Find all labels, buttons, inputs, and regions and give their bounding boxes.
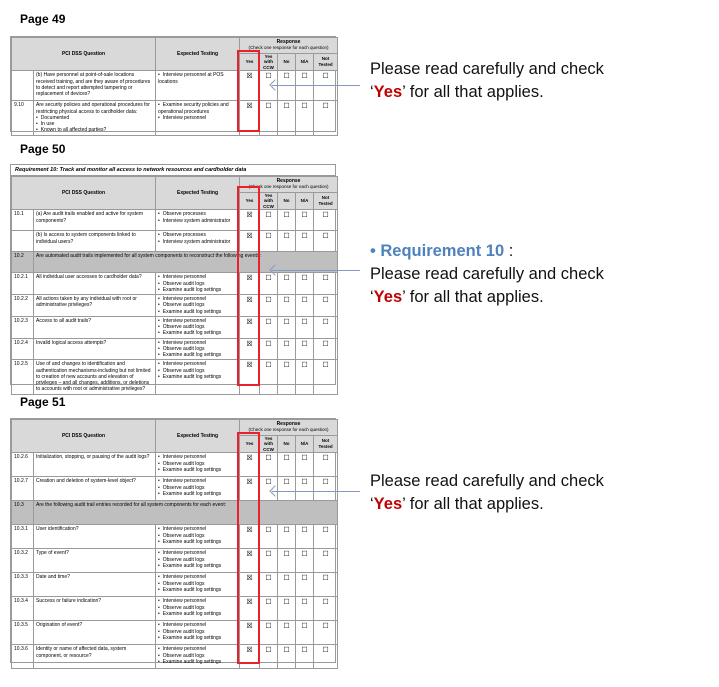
page-51-pointer-arrow bbox=[272, 491, 360, 492]
page-49-note bbox=[370, 58, 604, 104]
yes-keyword: Yes bbox=[373, 288, 403, 306]
note-line-2: ‘Yes’ for all that applies. bbox=[370, 288, 544, 306]
page-49-document bbox=[10, 36, 336, 132]
yes-checkbox[interactable]: ☒ bbox=[240, 453, 260, 477]
question-header: PCI DSS Question bbox=[12, 38, 156, 71]
not-tested-column-header: Not Tested bbox=[314, 435, 338, 453]
question-text: Creation and deletion of system-level object? bbox=[34, 477, 156, 501]
na-column-header: N/A bbox=[296, 53, 314, 71]
table-row bbox=[12, 477, 338, 501]
response-checkbox[interactable]: ☐ bbox=[296, 525, 314, 549]
page-51-note bbox=[370, 470, 604, 516]
response-checkbox[interactable]: ☐ bbox=[278, 101, 296, 135]
response-checkbox[interactable]: ☐ bbox=[260, 453, 278, 477]
response-checkbox[interactable]: ☐ bbox=[296, 477, 314, 501]
expected-testing: • Interview personnel at POS locations bbox=[156, 71, 240, 101]
table-row bbox=[12, 645, 338, 669]
response-checkbox[interactable]: ☐ bbox=[296, 71, 314, 101]
page-50-label: Page 50 bbox=[20, 142, 66, 156]
response-checkbox[interactable]: ☐ bbox=[260, 71, 278, 101]
response-checkbox[interactable]: ☐ bbox=[260, 597, 278, 621]
response-checkbox[interactable]: ☐ bbox=[278, 453, 296, 477]
table-row bbox=[12, 621, 338, 645]
question-header: PCI DSS Question bbox=[12, 420, 156, 453]
response-checkbox[interactable]: ☐ bbox=[314, 273, 338, 295]
table-row bbox=[12, 273, 338, 295]
page-51-label: Page 51 bbox=[20, 395, 66, 409]
response-checkbox[interactable]: ☐ bbox=[296, 549, 314, 573]
question-text: (b) Have personnel at point-of-sale locations received training, and are they aware of procedures to detect and report attempted tampering or replacement of devices? bbox=[34, 71, 156, 101]
response-checkbox[interactable]: ☐ bbox=[314, 210, 338, 231]
yes-checkbox[interactable]: ☒ bbox=[240, 101, 260, 135]
response-checkbox[interactable]: ☐ bbox=[314, 453, 338, 477]
question-text: User identification? bbox=[34, 525, 156, 549]
yes-checkbox[interactable]: ☒ bbox=[240, 621, 260, 645]
response-checkbox[interactable]: ☐ bbox=[278, 645, 296, 669]
question-text: Use of and changes to identification and authentication mechanisms-including but not limited to creation of new accounts and elevation of privileges – and all changes, additions, or deletions to accounts with root or administrative privileges? bbox=[34, 360, 156, 394]
question-text: Access to all audit trails? bbox=[34, 316, 156, 338]
question-text: All actions taken by any individual with root or administrative privileges? bbox=[34, 295, 156, 317]
yes-column-header: Yes bbox=[240, 192, 260, 210]
response-checkbox[interactable]: ☐ bbox=[260, 573, 278, 597]
response-header: Response (Check one response for each question) bbox=[240, 177, 338, 193]
requirement-10-label: Requirement 10 bbox=[380, 242, 505, 260]
expected-testing: • Observe processes • Interview system administrator bbox=[156, 210, 240, 231]
yes-column-header: Yes bbox=[240, 53, 260, 71]
response-checkbox[interactable]: ☐ bbox=[260, 295, 278, 317]
response-checkbox[interactable]: ☐ bbox=[314, 295, 338, 317]
question-text: (b) Is access to system components linked to individual users? bbox=[34, 231, 156, 252]
note-line-1: Please read carefully and check bbox=[370, 60, 604, 78]
requirement-number: 10.2 bbox=[12, 252, 34, 273]
expected-testing: • Interview personnel • Observe audit logs • Examine audit log settings bbox=[156, 295, 240, 317]
expected-testing: • Interview personnel • Observe audit logs • Examine audit log settings bbox=[156, 645, 240, 669]
response-checkbox[interactable]: ☐ bbox=[278, 210, 296, 231]
response-checkbox[interactable]: ☐ bbox=[278, 360, 296, 394]
response-checkbox[interactable]: ☐ bbox=[314, 597, 338, 621]
response-checkbox[interactable]: ☐ bbox=[296, 645, 314, 669]
requirement-number: 10.3.6 bbox=[12, 645, 34, 669]
note-line-1: Please read carefully and check bbox=[370, 265, 604, 283]
requirement-number: 10.2.5 bbox=[12, 360, 34, 394]
yes-checkbox[interactable]: ☒ bbox=[240, 71, 260, 101]
expected-testing: • Interview personnel • Observe audit logs • Examine audit log settings bbox=[156, 360, 240, 394]
requirement-number: 10.3.2 bbox=[12, 549, 34, 573]
yes-keyword: Yes bbox=[373, 495, 403, 513]
yes-checkbox[interactable]: ☒ bbox=[240, 338, 260, 360]
expected-testing: • Interview personnel • Observe audit logs • Examine audit log settings bbox=[156, 477, 240, 501]
not-tested-column-header: Not Tested bbox=[314, 192, 338, 210]
yes-column-header: Yes bbox=[240, 435, 260, 453]
table-row-section bbox=[12, 501, 338, 525]
yes-keyword: Yes bbox=[373, 83, 403, 101]
table-row bbox=[12, 231, 338, 252]
response-checkbox[interactable]: ☐ bbox=[296, 453, 314, 477]
page-51-table bbox=[11, 419, 338, 669]
response-checkbox[interactable]: ☐ bbox=[260, 477, 278, 501]
question-text: (a) Are audit trails enabled and active for system components? bbox=[34, 210, 156, 231]
response-checkbox[interactable]: ☐ bbox=[260, 101, 278, 135]
response-checkbox[interactable]: ☐ bbox=[314, 360, 338, 394]
no-column-header: No bbox=[278, 435, 296, 453]
no-column-header: No bbox=[278, 192, 296, 210]
response-checkbox[interactable]: ☐ bbox=[314, 71, 338, 101]
note-line-2: ‘Yes’ for all that applies. bbox=[370, 495, 544, 513]
response-checkbox[interactable]: ☐ bbox=[260, 645, 278, 669]
table-row bbox=[12, 316, 338, 338]
page-50-note bbox=[370, 240, 604, 309]
response-checkbox[interactable]: ☐ bbox=[278, 621, 296, 645]
table-row bbox=[12, 338, 338, 360]
question-text: Date and time? bbox=[34, 573, 156, 597]
page-51-yes-column-highlight bbox=[237, 432, 260, 664]
question-header: PCI DSS Question bbox=[12, 177, 156, 210]
requirement-number bbox=[12, 231, 34, 252]
requirement-number: 10.3 bbox=[12, 501, 34, 525]
expected-testing: • Interview personnel • Observe audit logs • Examine audit log settings bbox=[156, 525, 240, 549]
response-checkbox[interactable]: ☐ bbox=[278, 573, 296, 597]
ccw-column-header: Yes with CCW bbox=[260, 192, 278, 210]
requirement-number bbox=[12, 71, 34, 101]
expected-testing: • Interview personnel • Observe audit logs • Examine audit log settings bbox=[156, 453, 240, 477]
response-checkbox[interactable]: ☐ bbox=[296, 360, 314, 394]
response-checkbox[interactable]: ☐ bbox=[314, 477, 338, 501]
requirement-number: 10.3.4 bbox=[12, 597, 34, 621]
response-checkbox[interactable]: ☐ bbox=[296, 621, 314, 645]
expected-testing: • Interview personnel • Observe audit logs • Examine audit log settings bbox=[156, 338, 240, 360]
requirement-number: 10.3.3 bbox=[12, 573, 34, 597]
table-row bbox=[12, 295, 338, 317]
expected-testing: • Interview personnel • Observe audit logs • Examine audit log settings bbox=[156, 549, 240, 573]
page-50-table bbox=[11, 176, 338, 395]
expected-testing: • Interview personnel • Observe audit logs • Examine audit log settings bbox=[156, 316, 240, 338]
question-text: Type of event? bbox=[34, 549, 156, 573]
yes-checkbox[interactable]: ☒ bbox=[240, 210, 260, 231]
response-checkbox[interactable]: ☐ bbox=[260, 621, 278, 645]
no-column-header: No bbox=[278, 53, 296, 71]
response-checkbox[interactable]: ☐ bbox=[278, 231, 296, 252]
yes-checkbox[interactable]: ☒ bbox=[240, 549, 260, 573]
response-checkbox[interactable]: ☐ bbox=[314, 621, 338, 645]
response-checkbox[interactable]: ☐ bbox=[278, 338, 296, 360]
requirement-number: 10.1 bbox=[12, 210, 34, 231]
not-tested-column-header: Not Tested bbox=[314, 53, 338, 71]
response-checkbox[interactable]: ☐ bbox=[296, 573, 314, 597]
table-row bbox=[12, 549, 338, 573]
requirement-10-heading: • Requirement 10 : bbox=[370, 242, 514, 260]
requirement-number: 10.2.7 bbox=[12, 477, 34, 501]
requirement-number: 9.10 bbox=[12, 101, 34, 135]
page-49-yes-column-highlight bbox=[237, 50, 260, 132]
response-checkbox[interactable]: ☐ bbox=[314, 525, 338, 549]
response-checkbox[interactable]: ☐ bbox=[278, 477, 296, 501]
yes-checkbox[interactable]: ☒ bbox=[240, 273, 260, 295]
requirement-number: 10.2.2 bbox=[12, 295, 34, 317]
response-checkbox[interactable]: ☐ bbox=[278, 273, 296, 295]
page-49-table bbox=[11, 37, 338, 136]
response-checkbox[interactable]: ☐ bbox=[296, 597, 314, 621]
yes-checkbox[interactable]: ☒ bbox=[240, 231, 260, 252]
table-row bbox=[12, 573, 338, 597]
response-header: Response (Check one response for each question) bbox=[240, 38, 338, 54]
response-checkbox[interactable]: ☐ bbox=[260, 525, 278, 549]
question-text: Invalid logical access attempts? bbox=[34, 338, 156, 360]
response-checkbox[interactable]: ☐ bbox=[296, 316, 314, 338]
response-checkbox[interactable]: ☐ bbox=[314, 101, 338, 135]
response-header: Response (Check one response for each question) bbox=[240, 420, 338, 436]
ccw-column-header: Yes with CCW bbox=[260, 53, 278, 71]
response-checkbox[interactable]: ☐ bbox=[314, 645, 338, 669]
response-checkbox[interactable]: ☐ bbox=[314, 316, 338, 338]
yes-checkbox[interactable]: ☒ bbox=[240, 295, 260, 317]
requirement-number: 10.3.1 bbox=[12, 525, 34, 549]
requirement-number: 10.2.6 bbox=[12, 453, 34, 477]
yes-checkbox[interactable]: ☒ bbox=[240, 477, 260, 501]
question-text: Origination of event? bbox=[34, 621, 156, 645]
response-checkbox[interactable]: ☐ bbox=[260, 549, 278, 573]
expected-testing: • Interview personnel • Observe audit logs • Examine audit log settings bbox=[156, 621, 240, 645]
question-text: Initialization, stopping, or pausing of the audit logs? bbox=[34, 453, 156, 477]
requirement-number: 10.3.5 bbox=[12, 621, 34, 645]
response-checkbox[interactable]: ☐ bbox=[296, 338, 314, 360]
expected-testing: • Interview personnel • Observe audit logs • Examine audit log settings bbox=[156, 273, 240, 295]
yes-checkbox[interactable]: ☒ bbox=[240, 316, 260, 338]
page-49-pointer-arrow bbox=[272, 85, 360, 86]
response-checkbox[interactable]: ☐ bbox=[278, 71, 296, 101]
page-51-document bbox=[10, 418, 336, 663]
response-checkbox[interactable]: ☐ bbox=[296, 101, 314, 135]
question-text: Identity or name of affected data, system component, or resource? bbox=[34, 645, 156, 669]
testing-header: Expected Testing bbox=[156, 420, 240, 453]
response-checkbox[interactable]: ☐ bbox=[260, 273, 278, 295]
question-text: Are the following audit trail entries recorded for all system components for each event: bbox=[34, 501, 338, 525]
question-text: All individual user accesses to cardholder data? bbox=[34, 273, 156, 295]
page-49-label: Page 49 bbox=[20, 12, 66, 26]
na-column-header: N/A bbox=[296, 435, 314, 453]
yes-checkbox[interactable]: ☒ bbox=[240, 597, 260, 621]
response-checkbox[interactable]: ☐ bbox=[278, 525, 296, 549]
yes-checkbox[interactable]: ☒ bbox=[240, 645, 260, 669]
requirement-number: 10.2.1 bbox=[12, 273, 34, 295]
response-checkbox[interactable]: ☐ bbox=[314, 549, 338, 573]
requirement-number: 10.2.3 bbox=[12, 316, 34, 338]
response-checkbox[interactable]: ☐ bbox=[314, 231, 338, 252]
testing-header: Expected Testing bbox=[156, 38, 240, 71]
requirement-10-title: Requirement 10: Track and monitor all access to network resources and cardholder data bbox=[11, 165, 335, 176]
expected-testing: • Interview personnel • Observe audit logs • Examine audit log settings bbox=[156, 573, 240, 597]
response-checkbox[interactable]: ☐ bbox=[296, 231, 314, 252]
page-50-pointer-arrow bbox=[272, 270, 360, 271]
yes-checkbox[interactable]: ☒ bbox=[240, 573, 260, 597]
response-checkbox[interactable]: ☐ bbox=[296, 295, 314, 317]
table-row bbox=[12, 101, 338, 135]
question-text: Are security policies and operational procedures for restricting physical access to cardholder data: • Documented • In use • Known to all affected parties? bbox=[34, 101, 156, 135]
yes-checkbox[interactable]: ☒ bbox=[240, 525, 260, 549]
testing-header: Expected Testing bbox=[156, 177, 240, 210]
response-checkbox[interactable]: ☐ bbox=[296, 210, 314, 231]
note-line-1: Please read carefully and check bbox=[370, 472, 604, 490]
response-checkbox[interactable]: ☐ bbox=[260, 316, 278, 338]
page-50-yes-column-highlight bbox=[237, 186, 260, 386]
response-checkbox[interactable]: ☐ bbox=[314, 573, 338, 597]
requirement-number: 10.2.4 bbox=[12, 338, 34, 360]
table-row bbox=[12, 597, 338, 621]
response-checkbox[interactable]: ☐ bbox=[278, 316, 296, 338]
table-row bbox=[12, 210, 338, 231]
table-row bbox=[12, 360, 338, 394]
response-checkbox[interactable]: ☐ bbox=[260, 360, 278, 394]
response-checkbox[interactable]: ☐ bbox=[278, 549, 296, 573]
expected-testing: • Interview personnel • Observe audit logs • Examine audit log settings bbox=[156, 597, 240, 621]
na-column-header: N/A bbox=[296, 192, 314, 210]
response-checkbox[interactable]: ☐ bbox=[314, 338, 338, 360]
question-text: Success or failure indication? bbox=[34, 597, 156, 621]
response-checkbox[interactable]: ☐ bbox=[296, 273, 314, 295]
table-row bbox=[12, 525, 338, 549]
yes-checkbox[interactable]: ☒ bbox=[240, 360, 260, 394]
response-checkbox[interactable]: ☐ bbox=[278, 295, 296, 317]
expected-testing: • Examine security policies and operational procedures • Interview personnel bbox=[156, 101, 240, 135]
question-text: Are automated audit trails implemented for all system components to reconstruct the following events: bbox=[34, 252, 338, 273]
ccw-column-header: Yes with CCW bbox=[260, 435, 278, 453]
response-checkbox[interactable]: ☐ bbox=[278, 597, 296, 621]
note-line-2: ‘Yes’ for all that applies. bbox=[370, 83, 544, 101]
expected-testing: • Observe processes • Interview system administrator bbox=[156, 231, 240, 252]
response-checkbox[interactable]: ☐ bbox=[260, 210, 278, 231]
page-50-document bbox=[10, 164, 336, 393]
table-row bbox=[12, 453, 338, 477]
response-checkbox[interactable]: ☐ bbox=[260, 231, 278, 252]
response-checkbox[interactable]: ☐ bbox=[260, 338, 278, 360]
